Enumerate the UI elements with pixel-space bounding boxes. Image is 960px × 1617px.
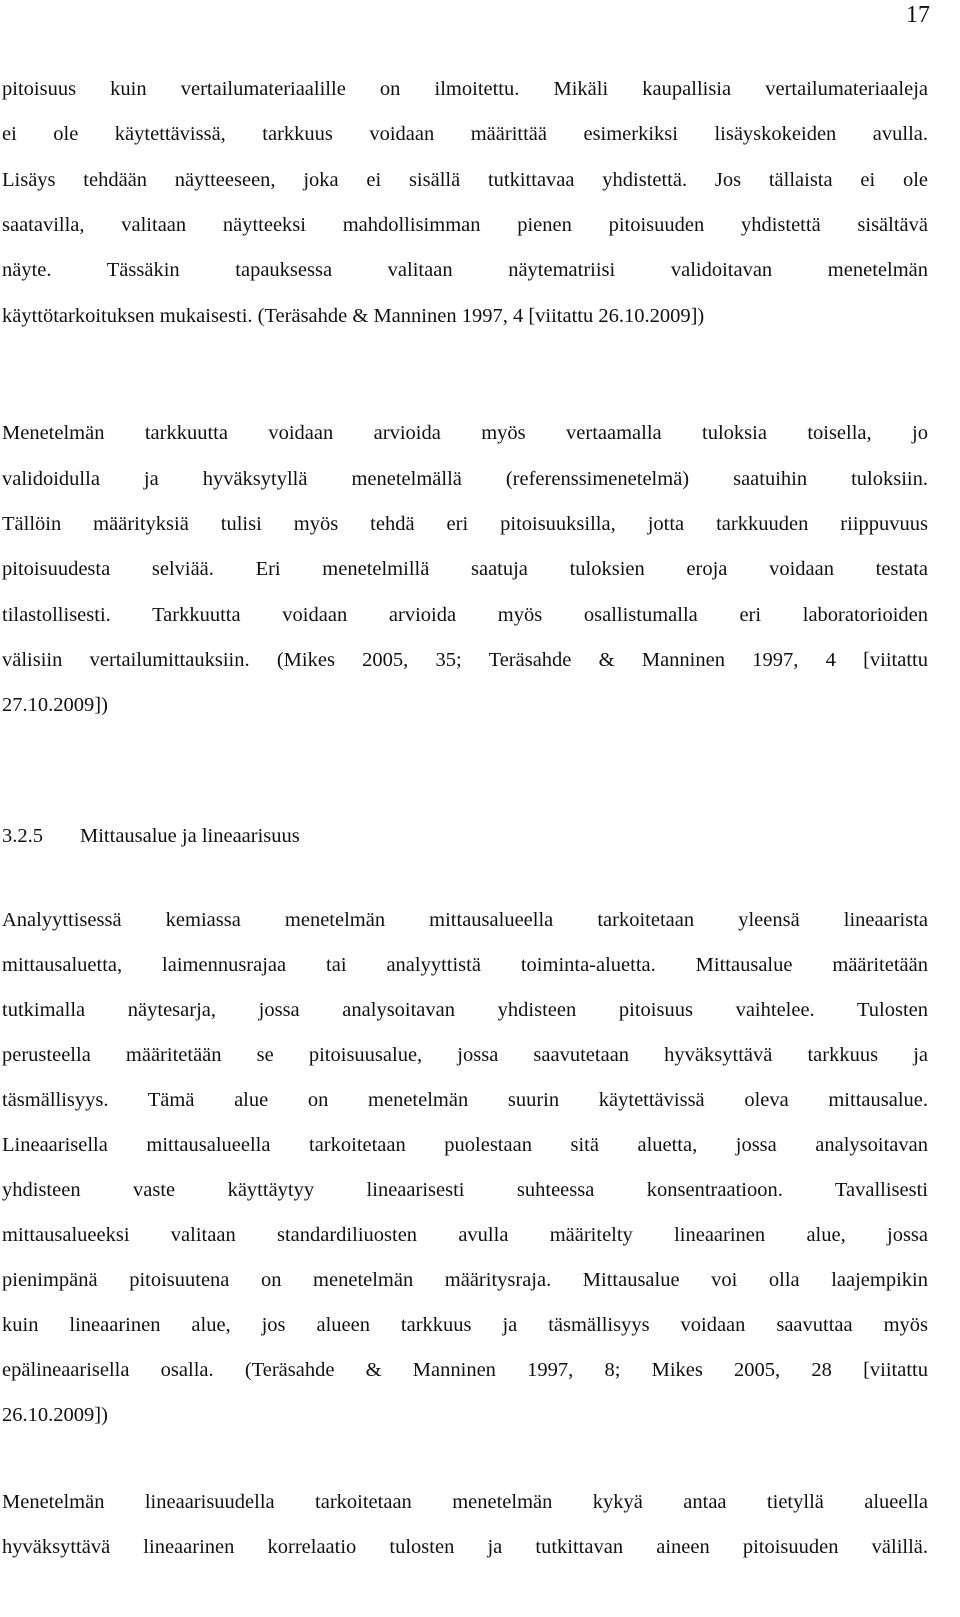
section-title: Mittausalue ja lineaarisuus bbox=[80, 825, 300, 847]
text-line: välisiin vertailumittauksiin. (Mikes 2005, 35; Teräsahde & Manninen 1997, 4 [viitattu bbox=[2, 649, 928, 671]
text-line: pitoisuudesta selviää. Eri menetelmillä saatuja tuloksien eroja voidaan testata bbox=[2, 558, 928, 580]
text-line: tilastollisesti. Tarkkuutta voidaan arvioida myös osallistumalla eri laboratorioiden bbox=[2, 604, 928, 626]
text-line: yhdisteen vaste käyttäytyy lineaarisesti suhteessa konsentraatioon. Tavallisesti bbox=[2, 1179, 928, 1201]
text-line: ei ole käytettävissä, tarkkuus voidaan määrittää esimerkiksi lisäyskokeiden avulla. bbox=[2, 123, 928, 145]
text-line: Menetelmän tarkkuutta voidaan arvioida myös vertaamalla tuloksia toisella, jo bbox=[2, 422, 928, 444]
text-line: hyväksyttävä lineaarinen korrelaatio tulosten ja tutkittavan aineen pitoisuuden välillä. bbox=[2, 1536, 928, 1558]
text-line: kuin lineaarinen alue, jos alueen tarkkuus ja täsmällisyys voidaan saavuttaa myös bbox=[2, 1314, 928, 1336]
text-line: epälineaarisella osalla. (Teräsahde & Manninen 1997, 8; Mikes 2005, 28 [viitattu bbox=[2, 1359, 928, 1381]
text-line: täsmällisyys. Tämä alue on menetelmän suurin käytettävissä oleva mittausalue. bbox=[2, 1089, 928, 1111]
text-line: mittausalueeksi valitaan standardiliuosten avulla määritelty lineaarinen alue, jossa bbox=[2, 1224, 928, 1246]
text-line: validoidulla ja hyväksytyllä menetelmällä (referenssimenetelmä) saatuihin tuloksiin. bbox=[2, 468, 928, 490]
text-line: Lisäys tehdään näytteeseen, joka ei sisällä tutkittavaa yhdistettä. Jos tällaista ei ole bbox=[2, 169, 928, 191]
text-line: 27.10.2009]) bbox=[2, 694, 108, 716]
page-number: 17 bbox=[906, 2, 930, 28]
text-line: tutkimalla näytesarja, jossa analysoitavan yhdisteen pitoisuus vaihtelee. Tulosten bbox=[2, 999, 928, 1021]
text-line: pitoisuus kuin vertailumateriaalille on ilmoitettu. Mikäli kaupallisia vertailumateriaaleja bbox=[2, 78, 928, 100]
text-line: 26.10.2009]) bbox=[2, 1404, 108, 1426]
text-line: pienimpänä pitoisuutena on menetelmän määritysraja. Mittausalue voi olla laajempikin bbox=[2, 1269, 928, 1291]
section-number: 3.2.5 bbox=[2, 825, 43, 847]
text-line: näyte. Tässäkin tapauksessa valitaan näytematriisi validoitavan menetelmän bbox=[2, 259, 928, 281]
text-line: Analyyttisessä kemiassa menetelmän mittausalueella tarkoitetaan yleensä lineaarista bbox=[2, 909, 928, 931]
text-line: saatavilla, valitaan näytteeksi mahdollisimman pienen pitoisuuden yhdistettä sisältävä bbox=[2, 214, 928, 236]
text-line: käyttötarkoituksen mukaisesti. (Teräsahde & Manninen 1997, 4 [viitattu 26.10.2009]) bbox=[2, 305, 705, 327]
text-line: mittausaluetta, laimennusrajaa tai analyyttistä toiminta-aluetta. Mittausalue määritetään bbox=[2, 954, 928, 976]
text-line: perusteella määritetään se pitoisuusalue, jossa saavutetaan hyväksyttävä tarkkuus ja bbox=[2, 1044, 928, 1066]
text-line: Menetelmän lineaarisuudella tarkoitetaan menetelmän kykyä antaa tietyllä alueella bbox=[2, 1491, 928, 1513]
text-line: Lineaarisella mittausalueella tarkoitetaan puolestaan sitä aluetta, jossa analysoitavan bbox=[2, 1134, 928, 1156]
text-line: Tällöin määrityksiä tulisi myös tehdä eri pitoisuuksilla, jotta tarkkuuden riippuvuus bbox=[2, 513, 928, 535]
